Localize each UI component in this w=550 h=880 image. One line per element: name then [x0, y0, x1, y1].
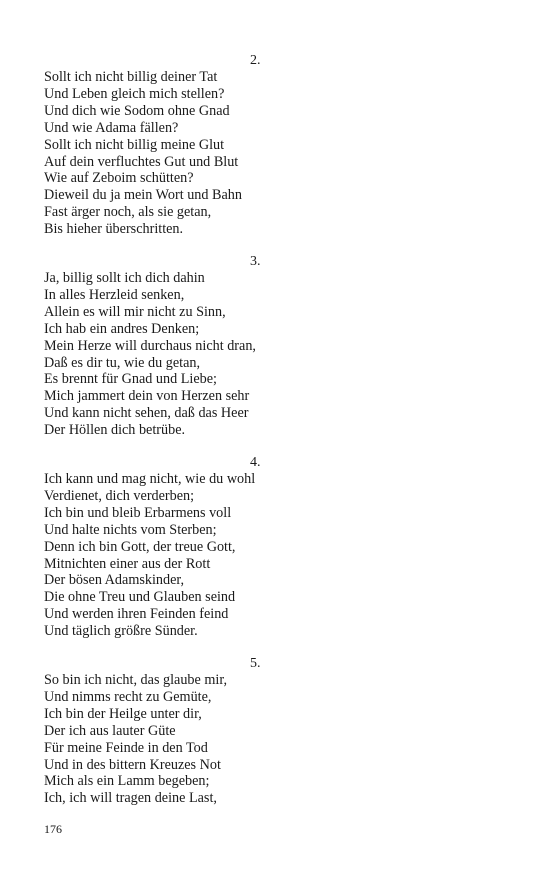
page-number: 176 — [44, 822, 62, 836]
stanza-number: 5. — [250, 656, 261, 671]
verse-line: Und täglich größre Sünder. — [44, 623, 198, 640]
verse-line: Der bösen Adamskinder, — [44, 572, 185, 589]
verse-line: Und in des bittern Kreuzes Not — [44, 756, 221, 773]
verse-line: Und halte nichts vom Sterben; — [44, 521, 217, 538]
verse-line: Verdienet, dich verderben; — [44, 487, 195, 504]
verse-line: Und wie Adama fällen? — [44, 119, 179, 136]
verse-line: Der Höllen dich betrübe. — [44, 422, 186, 439]
verse-line: Ja, billig sollt ich dich dahin — [44, 270, 205, 286]
verse-line: Allein es will mir nicht zu Sinn, — [44, 303, 226, 320]
verse-line: Ich, ich will tragen deine Last, — [44, 790, 217, 807]
verse-line: Die ohne Treu und Glauben seind — [44, 589, 236, 606]
verse-line: Dieweil du ja mein Wort und Bahn — [44, 187, 242, 204]
verse-line: Ich kann und mag nicht, wie du wohl — [44, 471, 256, 487]
stanza-lines — [44, 270, 256, 439]
verse-line: Bis hieher überschritten. — [44, 221, 184, 238]
stanza-number: 4. — [250, 455, 261, 470]
verse-line: Ich hab ein andres Denken; — [44, 320, 200, 337]
verse-line: Ich bin der Heilge unter dir, — [44, 705, 202, 722]
stanza-number: 3. — [250, 254, 261, 269]
verse-line: Für meine Feinde in den Tod — [44, 739, 208, 756]
stanza-lines — [44, 69, 242, 238]
verse-line: Und nimms recht zu Gemüte, — [44, 688, 212, 705]
verse-line: Daß es dir tu, wie du getan, — [44, 354, 201, 371]
verse-line: Sollt ich nicht billig meine Glut — [44, 136, 225, 153]
stanza-number: 2. — [250, 53, 261, 68]
verse-line: Der ich aus lauter Güte — [44, 722, 176, 739]
verse-line: Es brennt für Gnad und Liebe; — [44, 371, 217, 388]
verse-line: Mich als ein Lamm begeben; — [44, 773, 210, 790]
verse-line: Und werden ihren Feinden feind — [44, 606, 229, 623]
verse-line: Sollt ich nicht billig deiner Tat — [44, 69, 218, 85]
verse-line: Und dich wie Sodom ohne Gnad — [44, 102, 230, 119]
verse-line: Mein Herze will durchaus nicht dran, — [44, 337, 256, 354]
verse-line: So bin ich nicht, das glaube mir, — [44, 672, 228, 688]
verse-line: Mitnichten einer aus der Rott — [44, 555, 211, 572]
verse-line: In alles Herzleid senken, — [44, 286, 185, 303]
stanza-lines — [44, 471, 255, 640]
verse-line: Wie auf Zeboim schütten? — [44, 170, 194, 187]
stanza-lines — [44, 672, 227, 807]
verse-line: Fast ärger noch, als sie getan, — [44, 204, 212, 221]
verse-line: Auf dein verfluchtes Gut und Blut — [44, 153, 239, 170]
verse-line: Ich bin und bleib Erbarmens voll — [44, 504, 232, 521]
verse-line: Denn ich bin Gott, der treue Gott, — [44, 538, 236, 555]
verse-line: Und Leben gleich mich stellen? — [44, 85, 225, 102]
verse-line: Und kann nicht sehen, daß das Heer — [44, 405, 249, 422]
verse-line: Mich jammert dein von Herzen sehr — [44, 388, 250, 405]
